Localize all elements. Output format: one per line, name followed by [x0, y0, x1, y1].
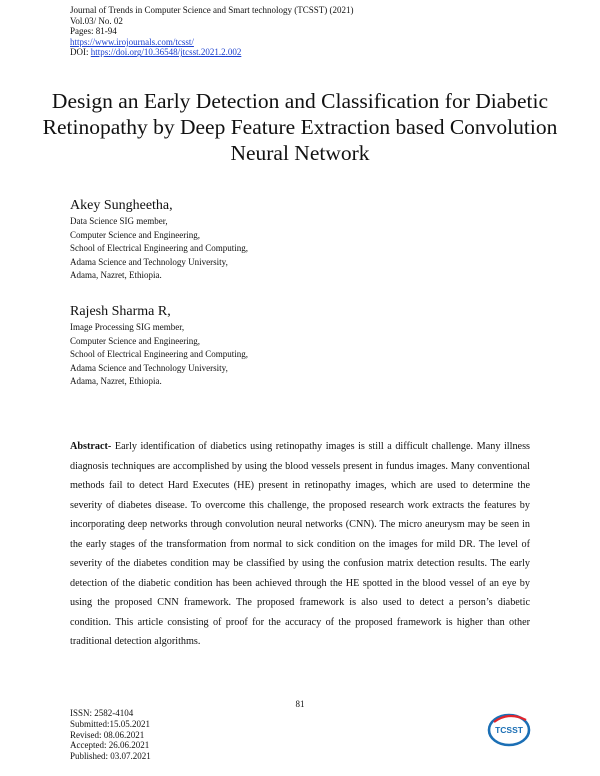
- affiliation-line: Computer Science and Engineering,: [70, 335, 200, 346]
- author-block: [70, 197, 248, 283]
- submitted-date: Submitted:15.05.2021: [70, 718, 151, 729]
- affiliation-line: School of Electrical Engineering and Computing,: [70, 243, 248, 253]
- tcsst-logo: [486, 710, 532, 748]
- page-number: 81: [295, 699, 305, 709]
- doi-line: [70, 47, 353, 58]
- logo-text: TCSST: [495, 725, 523, 735]
- doi-label: DOI:: [70, 47, 91, 58]
- affiliation-line: Adama Science and Technology University,: [70, 256, 228, 267]
- abstract-paragraph: [70, 437, 530, 652]
- author-name: Akey Sungheetha,: [70, 198, 173, 213]
- publication-dates: [70, 708, 151, 762]
- affiliation-line: Adama, Nazret, Ethiopia.: [70, 376, 162, 386]
- affiliation-line: Image Processing SIG member,: [70, 322, 185, 332]
- affiliation-line: Adama, Nazret, Ethiopia.: [70, 270, 162, 280]
- abstract-label: Abstract-: [70, 441, 112, 452]
- journal-name: Journal of Trends in Computer Science and Smart technology (TCSST) (2021): [70, 5, 354, 15]
- accepted-date: Accepted: 26.06.2021: [70, 740, 150, 751]
- revised-date: Revised: 08.06.2021: [70, 729, 145, 740]
- journal-volume: Vol.03/ No. 02: [70, 15, 123, 26]
- affiliation-line: School of Electrical Engineering and Computing,: [70, 349, 248, 359]
- author-affiliation: [70, 215, 248, 283]
- abstract-text: Early identification of diabetics using retinopathy images is still a difficult challenge. Many illness diagnosis techniques are accomplished by using the blood vessels present in fundus images. Many conventional methods fail to detect Hard Executes (HE) present in retinopathy images, which are used to determine the severity of diabetes disease. To overcome this challenge, the proposed research work extracts the features by incorporating deep networks through convolution neural networks (CNN). The micro aneurysm may be seen in the early stages of the transformation from normal to sick condition on the images for mild DR. The level of severity of the diabetes condition may be classified by using the confusion matrix detection results. The early detection of the diabetic condition has been achieved through the HE spotted in the blood vessel of an eye by using the proposed CNN framework. The proposed framework is also used to detect a person’s diabetic condition. This article consisting of proof for the accuracy of the proposed framework is higher than other traditional detection algorithms.: [70, 441, 530, 647]
- affiliation-line: Adama Science and Technology University,: [70, 362, 228, 373]
- affiliation-line: Data Science SIG member,: [70, 216, 168, 226]
- author-affiliation: [70, 321, 248, 389]
- author-name: Rajesh Sharma R,: [70, 304, 171, 319]
- journal-header: [70, 5, 353, 58]
- journal-pages: Pages: 81-94: [70, 26, 117, 37]
- affiliation-line: Computer Science and Engineering,: [70, 229, 200, 240]
- journal-url-link[interactable]: https://www.irojournals.com/tcsst/: [70, 36, 194, 47]
- doi-link[interactable]: https://doi.org/10.36548/jtcsst.2021.2.002: [90, 47, 242, 58]
- issn: ISSN: 2582-4104: [70, 708, 134, 718]
- author-block: [70, 303, 248, 389]
- published-date: Published: 03.07.2021: [70, 751, 151, 762]
- paper-title: Design an Early Detection and Classification for Diabetic Retinopathy by Deep Feature Extraction based Convolution Neural Network: [42, 89, 558, 165]
